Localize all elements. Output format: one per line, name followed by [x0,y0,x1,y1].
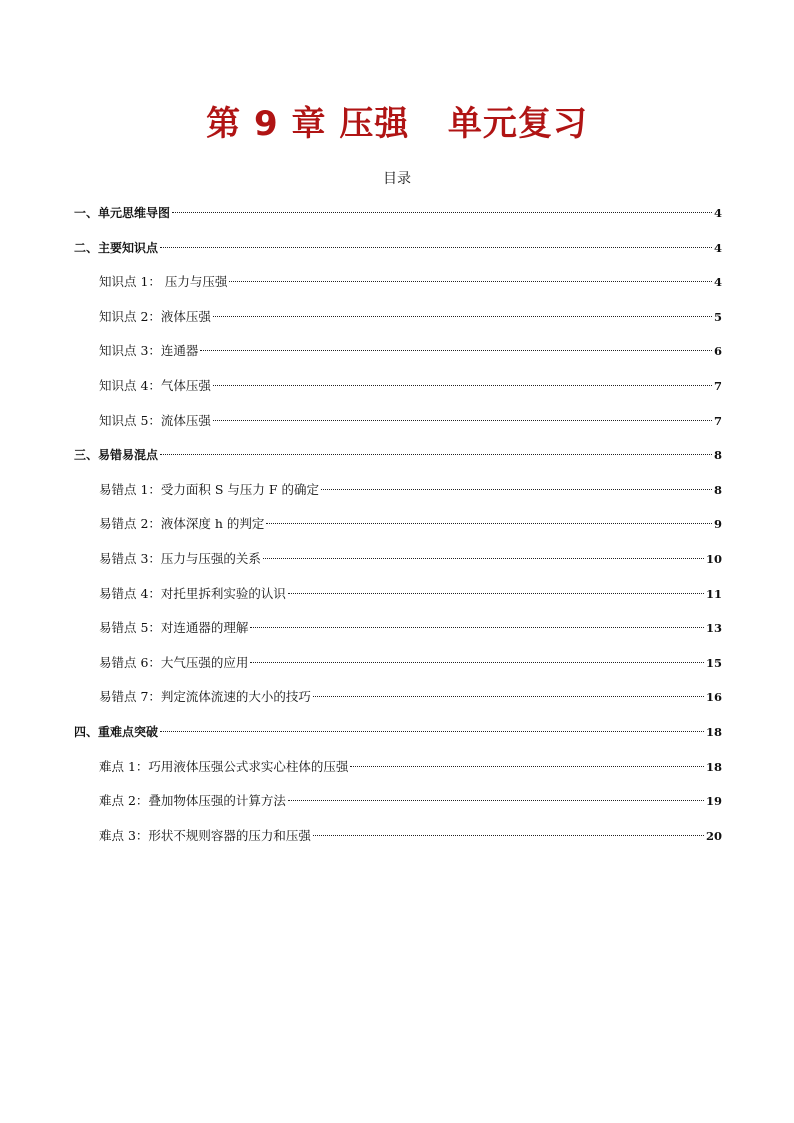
toc-subsection-entry[interactable] [74,819,722,854]
toc-subsection-entry[interactable] [74,646,722,681]
toc-page-number: 4 [713,275,722,290]
toc-entry-title: 易错点 1：受力面积 S 与压力 F 的确定 [99,481,320,497]
toc-entry-title: 一、单元思维导图 [74,206,171,220]
toc-page-number: 19 [705,794,722,809]
toc-dot-leader [172,212,712,213]
toc-subsection-entry[interactable] [74,300,722,335]
toc-dot-leader [313,696,704,697]
toc-dot-leader [213,385,712,386]
toc-entry-title: 知识点 2：液体压强 [99,308,211,324]
toc-page-number: 4 [713,206,722,220]
toc-subsection-entry[interactable] [74,784,722,819]
toc-subsection-entry[interactable] [74,680,722,715]
toc-page-number: 18 [705,759,722,774]
toc-entry-title: 易错点 7：判定流体流速的大小的技巧 [99,689,311,705]
toc-page-number: 7 [713,413,722,428]
toc-entry-title: 知识点 3：连通器 [99,343,199,359]
toc-dot-leader [266,523,712,524]
toc-subsection-entry[interactable] [74,507,722,542]
toc-section-entry[interactable] [74,715,722,750]
toc-page-number: 20 [705,828,722,843]
toc-page-number: 5 [713,309,722,324]
toc-entry-title: 知识点 1： 压力与压强 [99,274,228,290]
toc-dot-leader [213,420,712,421]
toc-dot-leader [213,316,712,317]
toc-entry-title: 二、主要知识点 [74,240,159,255]
toc-dot-leader [350,766,704,767]
toc-entry-title: 易错点 2：液体深度 h 的判定 [99,516,265,532]
toc-page-number: 7 [713,378,722,393]
toc-subsection-entry[interactable] [74,334,722,369]
toc-page-number: 9 [713,517,722,532]
toc-dot-leader [160,454,712,455]
toc-entry-title: 易错点 3：压力与压强的关系 [99,550,261,566]
page-title: 第 9 章 压强 单元复习 [206,104,588,144]
toc-entry-title: 难点 3：形状不规则容器的压力和压强 [99,827,311,843]
toc-dot-leader [160,731,704,732]
toc-subsection-entry[interactable] [74,750,722,785]
toc-dot-leader [250,662,704,663]
toc-section-entry[interactable] [74,231,722,266]
toc-dot-leader [313,835,704,836]
toc-page-number: 4 [713,240,722,255]
toc-entry-title: 知识点 5：流体压强 [99,412,211,428]
toc-page-number: 16 [705,690,722,705]
toc-dot-leader [200,350,712,351]
toc-entry-title: 易错点 4：对托里拆利实验的认识 [99,585,286,601]
toc-page-number: 13 [705,621,722,636]
toc-entry-title: 四、重难点突破 [74,724,159,739]
toc-dot-leader [288,593,704,594]
toc-dot-leader [321,489,712,490]
toc-dot-leader [263,558,704,559]
toc-subsection-entry[interactable] [74,404,722,439]
toc-entry-title: 易错点 6：大气压强的应用 [99,654,249,670]
toc-section-entry[interactable] [74,196,722,231]
toc-heading: 目录 [383,171,411,187]
toc-page-number: 11 [705,586,722,601]
toc-dot-leader [250,627,704,628]
toc-subsection-entry[interactable] [74,265,722,300]
toc-page-number: 6 [713,344,722,359]
toc-entry-title: 知识点 4：气体压强 [99,377,211,393]
table-of-contents [74,196,722,853]
toc-subsection-entry[interactable] [74,369,722,404]
toc-dot-leader [160,247,712,248]
toc-subsection-entry[interactable] [74,611,722,646]
toc-page-number: 8 [713,482,722,497]
toc-section-entry[interactable] [74,438,722,473]
toc-subsection-entry[interactable] [74,542,722,577]
toc-entry-title: 难点 2：叠加物体压强的计算方法 [99,793,286,809]
toc-page-number: 15 [705,655,722,670]
toc-page-number: 8 [713,448,722,463]
toc-subsection-entry[interactable] [74,577,722,612]
toc-page-number: 10 [705,551,722,566]
toc-entry-title: 易错点 5：对连通器的理解 [99,620,249,636]
toc-entry-title: 难点 1：巧用液体压强公式求实心柱体的压强 [99,758,349,774]
toc-subsection-entry[interactable] [74,473,722,508]
toc-dot-leader [288,800,704,801]
toc-dot-leader [229,281,712,282]
toc-entry-title: 三、易错易混点 [74,448,159,463]
toc-page-number: 18 [705,724,722,739]
